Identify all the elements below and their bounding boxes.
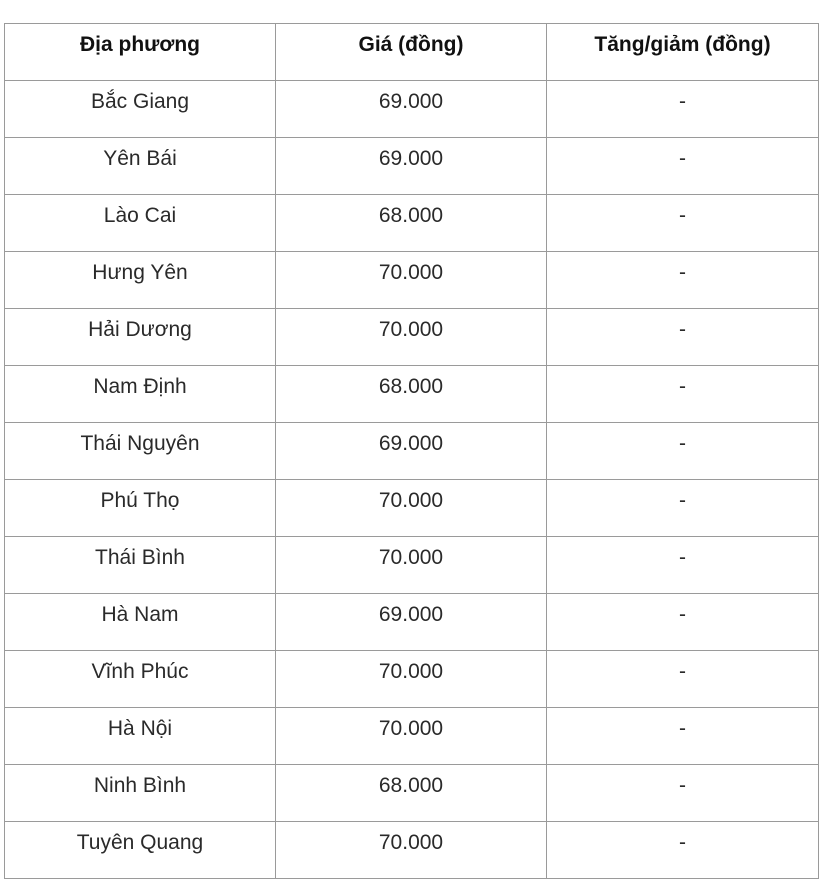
table-row (5, 366, 819, 423)
cell-region: Hưng Yên (5, 252, 276, 309)
table-row (5, 537, 819, 594)
cell-price: 68.000 (276, 195, 547, 252)
cell-price: 69.000 (276, 138, 547, 195)
table-row (5, 480, 819, 537)
table-body (5, 81, 819, 879)
cell-price: 70.000 (276, 822, 547, 879)
table-row (5, 195, 819, 252)
cell-change: - (547, 594, 819, 651)
cell-region: Hà Nội (5, 708, 276, 765)
cell-region: Hà Nam (5, 594, 276, 651)
table-row (5, 423, 819, 480)
cell-price: 70.000 (276, 309, 547, 366)
cell-change: - (547, 765, 819, 822)
table-row (5, 138, 819, 195)
cell-price: 69.000 (276, 594, 547, 651)
cell-region: Yên Bái (5, 138, 276, 195)
cell-price: 68.000 (276, 765, 547, 822)
cell-price: 68.000 (276, 366, 547, 423)
cell-price: 69.000 (276, 423, 547, 480)
cell-region: Lào Cai (5, 195, 276, 252)
table-row (5, 81, 819, 138)
cell-price: 70.000 (276, 252, 547, 309)
cell-change: - (547, 480, 819, 537)
table-row (5, 765, 819, 822)
table-row (5, 708, 819, 765)
cell-region: Ninh Bình (5, 765, 276, 822)
cell-change: - (547, 822, 819, 879)
table-row (5, 309, 819, 366)
cell-region: Phú Thọ (5, 480, 276, 537)
cell-region: Thái Nguyên (5, 423, 276, 480)
cell-region: Hải Dương (5, 309, 276, 366)
cell-change: - (547, 309, 819, 366)
cell-price: 70.000 (276, 480, 547, 537)
cell-change: - (547, 651, 819, 708)
cell-price: 70.000 (276, 708, 547, 765)
table-header-row (5, 24, 819, 81)
table-row (5, 651, 819, 708)
cell-change: - (547, 366, 819, 423)
cell-price: 70.000 (276, 537, 547, 594)
cell-region: Thái Bình (5, 537, 276, 594)
table-row (5, 822, 819, 879)
cell-change: - (547, 81, 819, 138)
header-price: Giá (đồng) (276, 24, 547, 81)
cell-change: - (547, 537, 819, 594)
cell-region: Nam Định (5, 366, 276, 423)
cell-change: - (547, 138, 819, 195)
cell-change: - (547, 423, 819, 480)
header-region: Địa phương (5, 24, 276, 81)
cell-region: Vĩnh Phúc (5, 651, 276, 708)
cell-price: 70.000 (276, 651, 547, 708)
table-row (5, 594, 819, 651)
cell-change: - (547, 195, 819, 252)
price-table (4, 23, 819, 879)
cell-region: Bắc Giang (5, 81, 276, 138)
header-change: Tăng/giảm (đồng) (547, 24, 819, 81)
cell-price: 69.000 (276, 81, 547, 138)
cell-region: Tuyên Quang (5, 822, 276, 879)
table-row (5, 252, 819, 309)
cell-change: - (547, 252, 819, 309)
cell-change: - (547, 708, 819, 765)
